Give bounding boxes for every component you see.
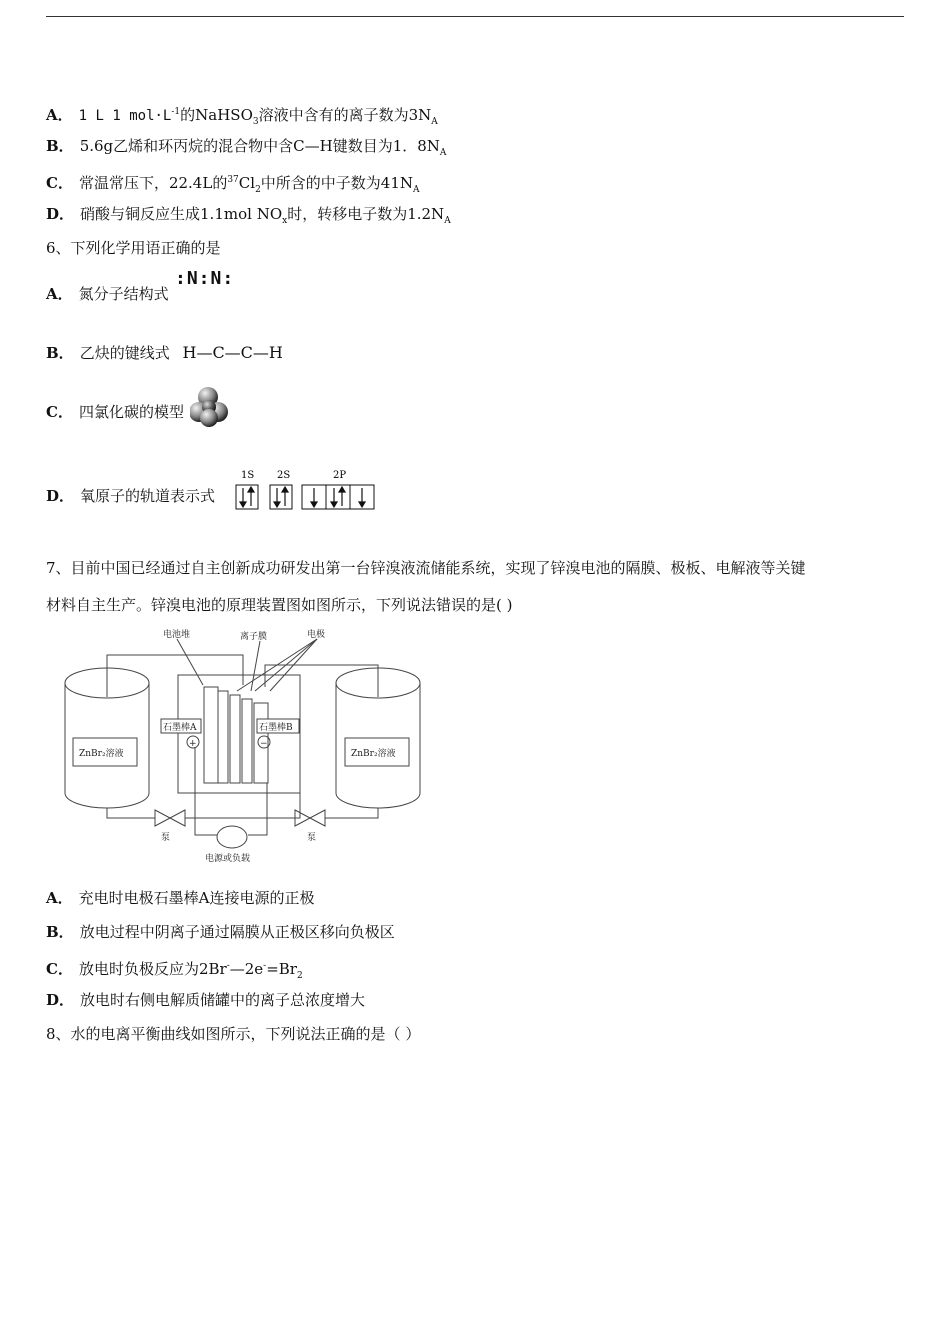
label-graphite-rod-a: 石墨棒A [163, 723, 197, 733]
q7-option-a: A． 充电时电极石墨棒A连接电源的正极 [46, 889, 315, 907]
q6-option-c: C． 四氯化碳的模型 [46, 403, 184, 421]
q7-option-c: C． 放电时负极反应为$2Br^-—2e^-=Br_2$ [46, 960, 303, 981]
header-rule [46, 16, 904, 17]
label-graphite-rod-b: 石墨棒B [259, 723, 293, 733]
label-battery-stack: 电池堆 [163, 630, 191, 640]
label-left-pump: 泵 [161, 833, 171, 843]
q7-stem-line2: 材料自主生产。锌溴电池的原理装置图如图所示，下列说法错误的是( ) [46, 596, 513, 614]
oxygen-orbital-diagram [232, 466, 380, 514]
ccl4-model-icon [190, 386, 234, 428]
orbital-label-1s: 1S [241, 470, 255, 481]
orbital-label-2s: 2S [277, 470, 291, 481]
q6-option-a: A． 氮分子结构式 [46, 285, 169, 303]
q8-stem: 8、水的电离平衡曲线如图所示，下列说法正确的是（ ） [46, 1025, 421, 1043]
orbital-label-2p: 2P [333, 470, 347, 481]
q5-option-c: C． 常温常压下，22.4L的$^{37}Cl_2$中所含的中子数为$41N_A$ [46, 174, 420, 195]
q7-stem-line1: 7、目前中国已经通过自主创新成功研发出第一台锌溴液流储能系统，实现了锌溴电池的隔膜、极板、电解液等关键 [46, 559, 806, 577]
label-power-or-load: 电源或负载 [205, 854, 251, 864]
label-right-pump: 泵 [307, 833, 317, 843]
label-negative: − [260, 739, 268, 749]
q6-stem: 6、下列化学用语正确的是 [46, 239, 221, 257]
q6-option-b: B． 乙炔的键线式 H—C—C—H [46, 343, 283, 362]
q5-option-d: D． 硝酸与铜反应生成1.1mol $NO_x$时，转移电子数为$1.2N_A$ [46, 205, 451, 226]
q5-option-a: A． 1 L 1 $mol\cdot L^{-1}$的NaHSO$_3$溶液中含有的离子数为$3N_A$ [46, 106, 438, 127]
q6-option-d: D． 氧原子的轨道表示式 [46, 487, 216, 505]
label-left-tank: ZnBr₂溶液 [79, 749, 124, 759]
nitrogen-lewis-structure: :N:N: [175, 268, 235, 289]
label-positive: + [189, 739, 197, 749]
label-right-tank: ZnBr₂溶液 [351, 749, 396, 759]
q7-option-d: D． 放电时右侧电解质储罐中的离子总浓度增大 [46, 991, 366, 1009]
acetylene-formula: H—C—C—H [182, 343, 283, 362]
label-electrode: 电极 [307, 630, 326, 640]
zinc-bromine-battery-diagram [55, 625, 435, 867]
q7-option-b: B． 放电过程中阴离子通过隔膜从正极区移向负极区 [46, 923, 395, 941]
label-ion-membrane: 离子膜 [240, 632, 268, 642]
q5-option-b: B． 5.6g乙烯和环丙烷的混合物中含C—H键数目为1．$8N_A$ [46, 137, 447, 158]
